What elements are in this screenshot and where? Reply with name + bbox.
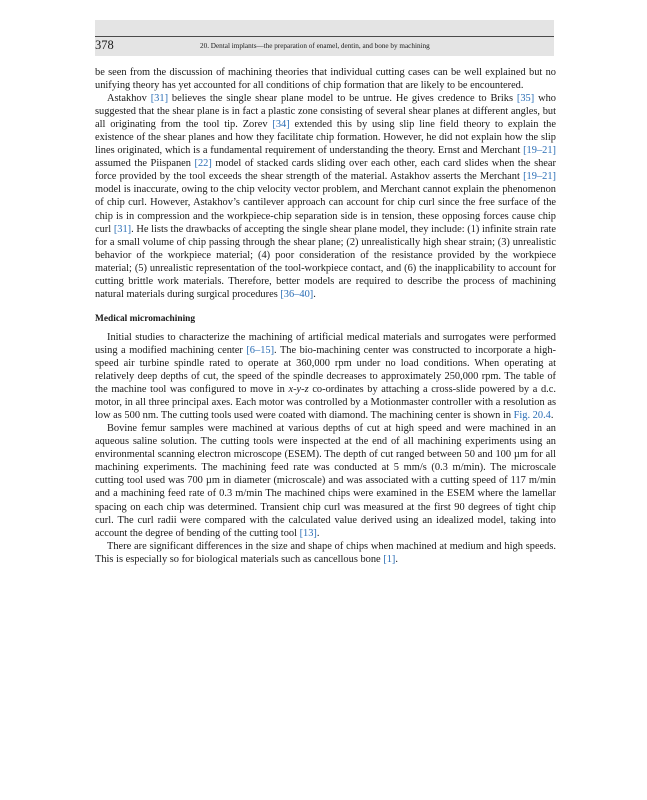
section-heading: Medical micromachining bbox=[95, 313, 196, 324]
header-rule bbox=[95, 36, 554, 37]
paragraph-bovine-femur: Bovine femur samples were machined at various depths of cut at high speed and were machined in an aqueous saline solution. The cutting tools were inspected at the end of all machining experiments using an environmental scanning electron microscope (ESEM). The depth of cut ranged between 50 and 100 µm for all machining experiments. The machining feed rate was conducted at 5 mm/s (0.3 m/min). The microscale cutting tool used was 700 µm in diameter (microscale) and was associated with a cutting speed of 117 m/min and a machining feed rate of 0.3 m/min The machined chips were examined in the ESEM where the lamellar spacing on each chip was determined. Transient chip curl was measured at the first 90 degrees of tight chip curl. The curl radii were compared with the calculated value derived using an idealized model, taking into account the degree of bending of the cutting tool [13]. bbox=[95, 423, 556, 539]
paragraph-continued: be seen from the discussion of machining theories that individual cutting cases can be well explained but no unifying theory has yet accounted for all conditions of chip formation that are likely to be encountered. bbox=[95, 67, 556, 92]
paragraph-initial-studies: Initial studies to characterize the machining of artificial medical materials and surrogates were performed using a modified machining center [6–15]. The bio-machining center was constructed to incorporate a high-speed air turbine spindle rated to operate at 360,000 rpm under no load conditions. When operating at relatively deep depths of cut, the speed of the spindle decreases to approximately 250,000 rpm. The table of the machine tool was configured to move in x-y-z co-ordinates by attaching a cross-slide powered by a d.c. motor, in all three principal axes. Each motor was controlled by a Motionmaster controller with a resolution as low as 500 nm. The cutting tools used were coated with diamond. The machining center is shown in Fig. 20.4. bbox=[95, 331, 556, 422]
running-head: 20. Dental implants—the preparation of enamel, dentin, and bone by machining bbox=[200, 42, 430, 50]
page-number: 378 bbox=[95, 38, 114, 52]
citation-link[interactable]: [19–21] bbox=[523, 171, 556, 183]
citation-link[interactable]: [36–40] bbox=[280, 288, 314, 300]
citation-link[interactable]: [31] bbox=[150, 93, 169, 105]
citation-link[interactable]: [19–21] bbox=[523, 145, 556, 157]
citation-link[interactable]: [22] bbox=[194, 158, 212, 170]
page-body bbox=[95, 66, 556, 566]
citation-link[interactable]: [31] bbox=[113, 223, 132, 235]
citation-link[interactable]: [34] bbox=[272, 119, 290, 131]
paragraph-astakhov: Astakhov [31] believes the single shear plane model to be untrue. He gives credence to Briks [35] who suggested that the shear plane is in fact a plastic zone consisting of several shear planes at different angles, but all originating from the tool tip. Zorev [34] extended this by using slip line field theory to explain the existence of the shear planes and how they facilitate chip formation. However, he did not explain how the slip lines originated, which is a fundamental requirement of understanding the theory. Ernst and Merchant [19–21] assumed the Piispanen [22] model of stacked cards sliding over each other, each card slides when the shear force provided by the tool exceeds the shear strength of the material. Astakhov asserts the Merchant [19–21] model is inaccurate, owing to the chip velocity vector problem, and Merchant cannot explain the phenomenon of chip curl. However, Astakhov’s cantilever approach can account for chip curl since the free surface of the chip is in compression and the workpiece-chip separation side is in tension, these opposing forces cause chip curl [31]. He lists the drawbacks of accepting the single shear plane model, they include: (1) infinite strain rate for a small volume of chip passing through the shear plane; (2) unrealistically high shear strain; (3) unrealistic behavior of the workpiece material; (4) poor consideration of the resistance provided by the workpiece material; (5) unrealistic representation of the tool-workpiece contact, and (6) the inapplicability to account for cutting brittle work materials. Therefore, better models are required to describe the process of machining natural materials during surgical procedures [36–40]. bbox=[95, 93, 556, 300]
header-band bbox=[95, 20, 554, 56]
citation-link[interactable]: [1] bbox=[383, 553, 396, 565]
citation-link[interactable]: [13] bbox=[299, 527, 317, 539]
paragraph-chip-differences: There are significant differences in the size and shape of chips when machined at medium and high speeds. This is especially so for biological materials such as cancellous bone [1]. bbox=[95, 540, 556, 565]
figure-link[interactable]: Fig. 20.4 bbox=[513, 410, 551, 422]
citation-link[interactable]: [35] bbox=[516, 93, 535, 105]
citation-link[interactable]: [6–15] bbox=[246, 344, 275, 356]
